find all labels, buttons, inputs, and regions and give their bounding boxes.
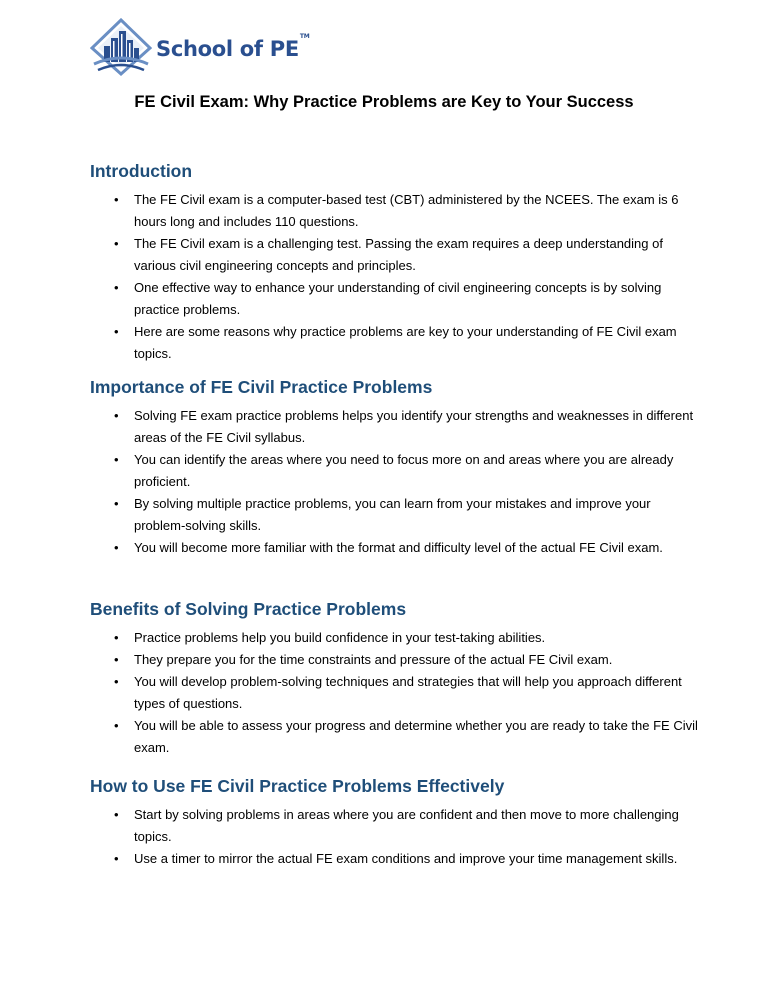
section-heading: Introduction [90, 161, 193, 181]
bullet-list [90, 804, 690, 870]
bullet-icon: • [114, 408, 119, 423]
bullet-icon: • [114, 807, 119, 822]
list-item: • Start by solving problems in areas where you are confident and then move to more challenging topics. [90, 804, 704, 848]
list-item: • They prepare you for the time constraints and pressure of the actual FE Civil exam. [90, 649, 704, 671]
bullet-icon: • [114, 851, 119, 866]
bullet-icon: • [114, 630, 119, 645]
list-item: • By solving multiple practice problems, you can learn from your mistakes and improve your problem-solving skills. [90, 493, 704, 537]
list-item: • Practice problems help you build confidence in your test-taking abilities. [90, 627, 704, 649]
section-introduction [90, 160, 690, 365]
school-of-pe-logo [90, 18, 309, 76]
bullet-list [90, 627, 698, 759]
bullet-icon: • [114, 652, 119, 667]
section-importance [90, 376, 694, 559]
bullet-icon: • [114, 540, 119, 555]
bullet-icon: • [114, 192, 119, 207]
list-item: • Use a timer to mirror the actual FE exam conditions and improve your time management skills. [90, 848, 704, 870]
section-heading: Benefits of Solving Practice Problems [90, 599, 407, 619]
list-item: • You can identify the areas where you need to focus more on and areas where you are already proficient. [90, 449, 704, 493]
bullet-icon: • [114, 452, 119, 467]
document-title: FE Civil Exam: Why Practice Problems are Key to Your Success [134, 93, 634, 111]
list-item: • Solving FE exam practice problems helps you identify your strengths and weaknesses in different areas of the FE Civil syllabus. [90, 405, 704, 449]
list-item: • The FE Civil exam is a computer-based test (CBT) administered by the NCEES. The exam is 6 hours long and includes 110 questions. [90, 189, 704, 233]
list-item: • The FE Civil exam is a challenging test. Passing the exam requires a deep understanding of various civil engineering concepts and principles. [90, 233, 704, 277]
bullet-icon: • [114, 236, 119, 251]
bullet-list [90, 189, 690, 365]
section-heading: Importance of FE Civil Practice Problems [90, 377, 433, 397]
section-how-to-use [90, 775, 690, 870]
building-emblem-icon [90, 18, 152, 76]
bullet-list [90, 405, 694, 559]
list-item: • You will be able to assess your progress and determine whether you are ready to take the FE Civil exam. [90, 715, 704, 759]
logo-wordmark: School of PE™ [156, 33, 310, 61]
bullet-icon: • [114, 324, 119, 339]
bullet-icon: • [114, 674, 119, 689]
bullet-icon: • [114, 496, 119, 511]
bullet-icon: • [114, 280, 119, 295]
list-item: • You will become more familiar with the format and difficulty level of the actual FE Civil exam. [90, 537, 704, 559]
list-item: • You will develop problem-solving techniques and strategies that will help you approach different types of questions. [90, 671, 704, 715]
section-benefits [90, 598, 698, 759]
bullet-icon: • [114, 718, 119, 733]
list-item: • Here are some reasons why practice problems are key to your understanding of FE Civil exam topics. [90, 321, 704, 365]
section-heading: How to Use FE Civil Practice Problems Effectively [90, 776, 505, 796]
list-item: • One effective way to enhance your understanding of civil engineering concepts is by solving practice problems. [90, 277, 704, 321]
